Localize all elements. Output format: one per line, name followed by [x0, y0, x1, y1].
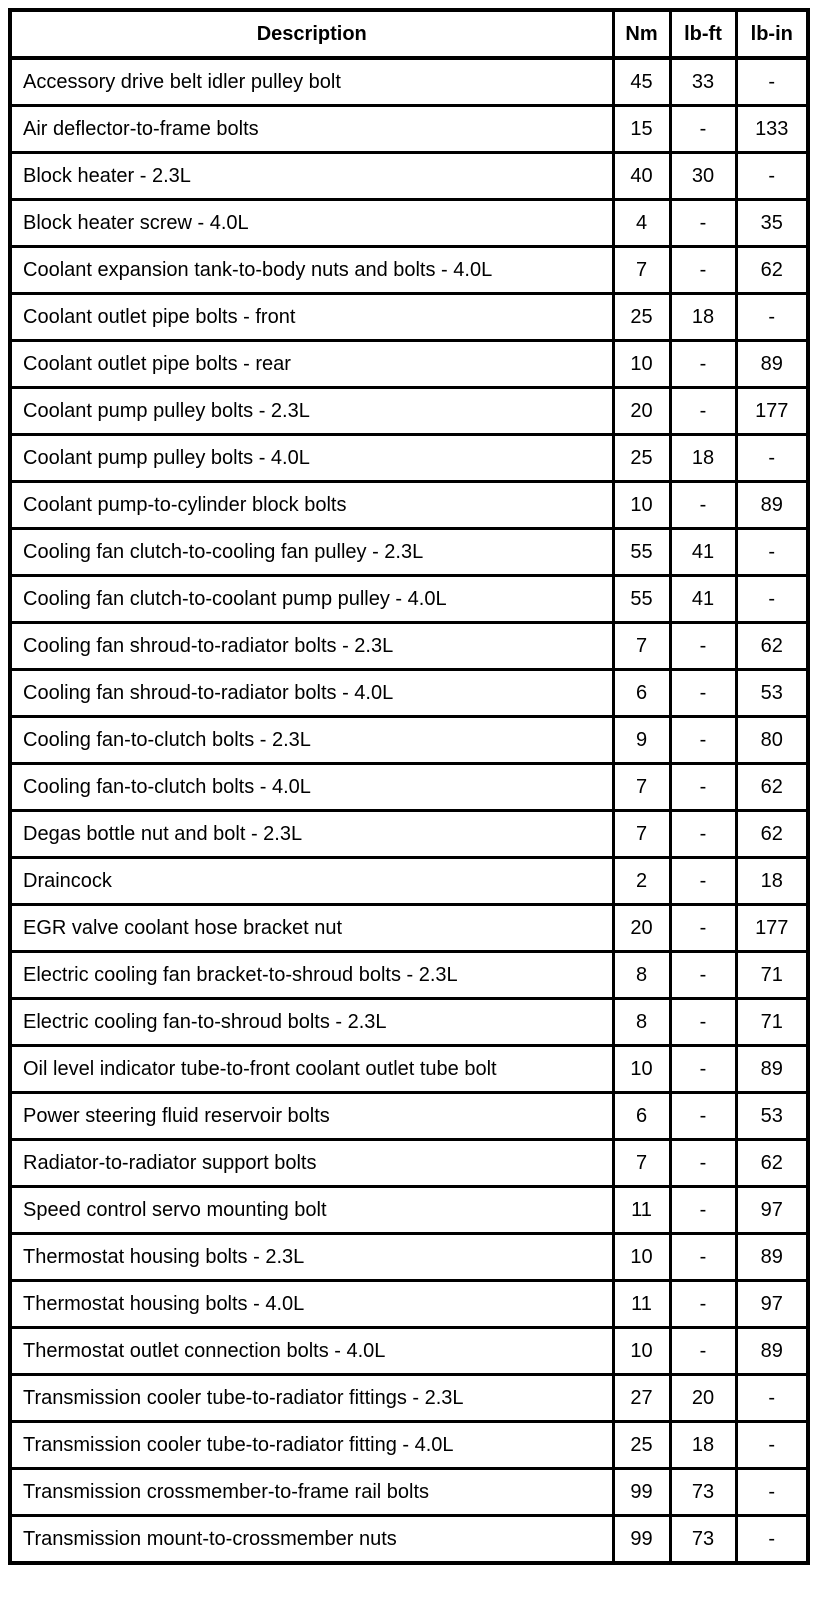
nm-cell: 6	[613, 1093, 670, 1140]
table-row	[10, 153, 808, 200]
lbin-cell: 89	[736, 1328, 808, 1375]
lbft-cell: -	[670, 1234, 736, 1281]
description-cell: Cooling fan clutch-to-coolant pump pulley - 4.0L	[10, 576, 613, 623]
description-cell: Power steering fluid reservoir bolts	[10, 1093, 613, 1140]
table-row	[10, 482, 808, 529]
nm-cell: 99	[613, 1469, 670, 1516]
table-row	[10, 999, 808, 1046]
lbin-cell: -	[736, 1516, 808, 1564]
table-row	[10, 717, 808, 764]
description-cell: Transmission cooler tube-to-radiator fitting - 4.0L	[10, 1422, 613, 1469]
description-cell: Cooling fan-to-clutch bolts - 2.3L	[10, 717, 613, 764]
table-row	[10, 1187, 808, 1234]
description-cell: Coolant outlet pipe bolts - rear	[10, 341, 613, 388]
nm-cell: 25	[613, 435, 670, 482]
lbin-cell: 53	[736, 1093, 808, 1140]
lbin-cell: -	[736, 294, 808, 341]
description-cell: Electric cooling fan bracket-to-shroud bolts - 2.3L	[10, 952, 613, 999]
description-cell: Thermostat outlet connection bolts - 4.0L	[10, 1328, 613, 1375]
description-cell: Coolant pump pulley bolts - 4.0L	[10, 435, 613, 482]
lbin-cell: 133	[736, 106, 808, 153]
description-cell: Transmission mount-to-crossmember nuts	[10, 1516, 613, 1564]
lbft-cell: -	[670, 623, 736, 670]
column-header-description: Description	[10, 10, 613, 58]
description-cell: Block heater screw - 4.0L	[10, 200, 613, 247]
table-row	[10, 764, 808, 811]
nm-cell: 10	[613, 1046, 670, 1093]
lbin-cell: 35	[736, 200, 808, 247]
nm-cell: 25	[613, 294, 670, 341]
lbft-cell: 73	[670, 1516, 736, 1564]
nm-cell: 45	[613, 58, 670, 106]
lbin-cell: -	[736, 576, 808, 623]
description-cell: Coolant expansion tank-to-body nuts and bolts - 4.0L	[10, 247, 613, 294]
table-row	[10, 58, 808, 106]
lbin-cell: -	[736, 1422, 808, 1469]
lbft-cell: 18	[670, 435, 736, 482]
lbft-cell: -	[670, 341, 736, 388]
lbin-cell: 89	[736, 341, 808, 388]
description-cell: Thermostat housing bolts - 4.0L	[10, 1281, 613, 1328]
lbin-cell: 62	[736, 1140, 808, 1187]
description-cell: Accessory drive belt idler pulley bolt	[10, 58, 613, 106]
description-cell: Thermostat housing bolts - 2.3L	[10, 1234, 613, 1281]
nm-cell: 11	[613, 1281, 670, 1328]
table-row	[10, 1140, 808, 1187]
table-row	[10, 529, 808, 576]
column-header-lb-in: lb-in	[736, 10, 808, 58]
nm-cell: 27	[613, 1375, 670, 1422]
nm-cell: 6	[613, 670, 670, 717]
column-header-nm: Nm	[613, 10, 670, 58]
table-row	[10, 952, 808, 999]
lbin-cell: 53	[736, 670, 808, 717]
nm-cell: 9	[613, 717, 670, 764]
lbin-cell: -	[736, 435, 808, 482]
table-row	[10, 1234, 808, 1281]
table-row	[10, 811, 808, 858]
lbft-cell: -	[670, 952, 736, 999]
lbft-cell: -	[670, 388, 736, 435]
lbin-cell: 62	[736, 247, 808, 294]
nm-cell: 55	[613, 529, 670, 576]
nm-cell: 10	[613, 341, 670, 388]
lbin-cell: 80	[736, 717, 808, 764]
table-row	[10, 294, 808, 341]
lbin-cell: 62	[736, 811, 808, 858]
lbin-cell: 62	[736, 623, 808, 670]
table-row	[10, 623, 808, 670]
lbft-cell: -	[670, 247, 736, 294]
header-row	[10, 10, 808, 58]
description-cell: Transmission crossmember-to-frame rail bolts	[10, 1469, 613, 1516]
lbft-cell: -	[670, 717, 736, 764]
table-row	[10, 1469, 808, 1516]
lbin-cell: 89	[736, 1234, 808, 1281]
lbft-cell: -	[670, 1281, 736, 1328]
table-row	[10, 1375, 808, 1422]
nm-cell: 7	[613, 623, 670, 670]
lbft-cell: -	[670, 905, 736, 952]
lbin-cell: 71	[736, 999, 808, 1046]
lbft-cell: -	[670, 670, 736, 717]
description-cell: Oil level indicator tube-to-front coolant outlet tube bolt	[10, 1046, 613, 1093]
lbft-cell: 18	[670, 1422, 736, 1469]
nm-cell: 20	[613, 905, 670, 952]
lbin-cell: -	[736, 1469, 808, 1516]
nm-cell: 20	[613, 388, 670, 435]
lbin-cell: 177	[736, 388, 808, 435]
nm-cell: 8	[613, 952, 670, 999]
torque-spec-table	[8, 8, 810, 1565]
table-row	[10, 388, 808, 435]
table-row	[10, 576, 808, 623]
table-row	[10, 106, 808, 153]
lbft-cell: -	[670, 858, 736, 905]
table-row	[10, 670, 808, 717]
description-cell: Electric cooling fan-to-shroud bolts - 2.3L	[10, 999, 613, 1046]
table-row	[10, 905, 808, 952]
column-header-lb-ft: lb-ft	[670, 10, 736, 58]
description-cell: Radiator-to-radiator support bolts	[10, 1140, 613, 1187]
lbft-cell: -	[670, 811, 736, 858]
lbft-cell: -	[670, 1093, 736, 1140]
lbft-cell: -	[670, 1140, 736, 1187]
nm-cell: 15	[613, 106, 670, 153]
description-cell: Cooling fan shroud-to-radiator bolts - 4.0L	[10, 670, 613, 717]
lbin-cell: 71	[736, 952, 808, 999]
lbft-cell: 41	[670, 529, 736, 576]
description-cell: Coolant pump pulley bolts - 2.3L	[10, 388, 613, 435]
table-row	[10, 1516, 808, 1564]
table-row	[10, 200, 808, 247]
nm-cell: 25	[613, 1422, 670, 1469]
description-cell: Cooling fan-to-clutch bolts - 4.0L	[10, 764, 613, 811]
description-cell: Draincock	[10, 858, 613, 905]
table-row	[10, 1093, 808, 1140]
lbft-cell: 33	[670, 58, 736, 106]
description-cell: Transmission cooler tube-to-radiator fittings - 2.3L	[10, 1375, 613, 1422]
nm-cell: 8	[613, 999, 670, 1046]
table-row	[10, 1328, 808, 1375]
lbin-cell: 89	[736, 1046, 808, 1093]
lbft-cell: -	[670, 1187, 736, 1234]
nm-cell: 2	[613, 858, 670, 905]
nm-cell: 40	[613, 153, 670, 200]
nm-cell: 4	[613, 200, 670, 247]
nm-cell: 10	[613, 482, 670, 529]
description-cell: Cooling fan shroud-to-radiator bolts - 2.3L	[10, 623, 613, 670]
lbin-cell: 89	[736, 482, 808, 529]
lbin-cell: -	[736, 1375, 808, 1422]
lbft-cell: -	[670, 764, 736, 811]
nm-cell: 10	[613, 1328, 670, 1375]
nm-cell: 55	[613, 576, 670, 623]
table-row	[10, 1046, 808, 1093]
lbin-cell: 177	[736, 905, 808, 952]
description-cell: Coolant pump-to-cylinder block bolts	[10, 482, 613, 529]
description-cell: Degas bottle nut and bolt - 2.3L	[10, 811, 613, 858]
nm-cell: 99	[613, 1516, 670, 1564]
table-row	[10, 247, 808, 294]
description-cell: EGR valve coolant hose bracket nut	[10, 905, 613, 952]
lbft-cell: -	[670, 482, 736, 529]
table-row	[10, 435, 808, 482]
lbin-cell: 62	[736, 764, 808, 811]
nm-cell: 7	[613, 247, 670, 294]
description-cell: Cooling fan clutch-to-cooling fan pulley - 2.3L	[10, 529, 613, 576]
lbft-cell: 73	[670, 1469, 736, 1516]
table-header	[10, 10, 808, 58]
nm-cell: 10	[613, 1234, 670, 1281]
lbin-cell: -	[736, 153, 808, 200]
lbin-cell: -	[736, 529, 808, 576]
table-body	[10, 58, 808, 1563]
lbin-cell: 18	[736, 858, 808, 905]
lbft-cell: -	[670, 200, 736, 247]
lbft-cell: -	[670, 106, 736, 153]
lbft-cell: -	[670, 1328, 736, 1375]
description-cell: Speed control servo mounting bolt	[10, 1187, 613, 1234]
table-row	[10, 858, 808, 905]
lbft-cell: -	[670, 999, 736, 1046]
lbin-cell: -	[736, 58, 808, 106]
nm-cell: 7	[613, 811, 670, 858]
description-cell: Air deflector-to-frame bolts	[10, 106, 613, 153]
lbft-cell: -	[670, 1046, 736, 1093]
nm-cell: 7	[613, 764, 670, 811]
table-row	[10, 341, 808, 388]
nm-cell: 11	[613, 1187, 670, 1234]
lbft-cell: 18	[670, 294, 736, 341]
lbft-cell: 20	[670, 1375, 736, 1422]
description-cell: Block heater - 2.3L	[10, 153, 613, 200]
lbin-cell: 97	[736, 1281, 808, 1328]
lbin-cell: 97	[736, 1187, 808, 1234]
lbft-cell: 30	[670, 153, 736, 200]
lbft-cell: 41	[670, 576, 736, 623]
description-cell: Coolant outlet pipe bolts - front	[10, 294, 613, 341]
table-row	[10, 1281, 808, 1328]
nm-cell: 7	[613, 1140, 670, 1187]
table-row	[10, 1422, 808, 1469]
